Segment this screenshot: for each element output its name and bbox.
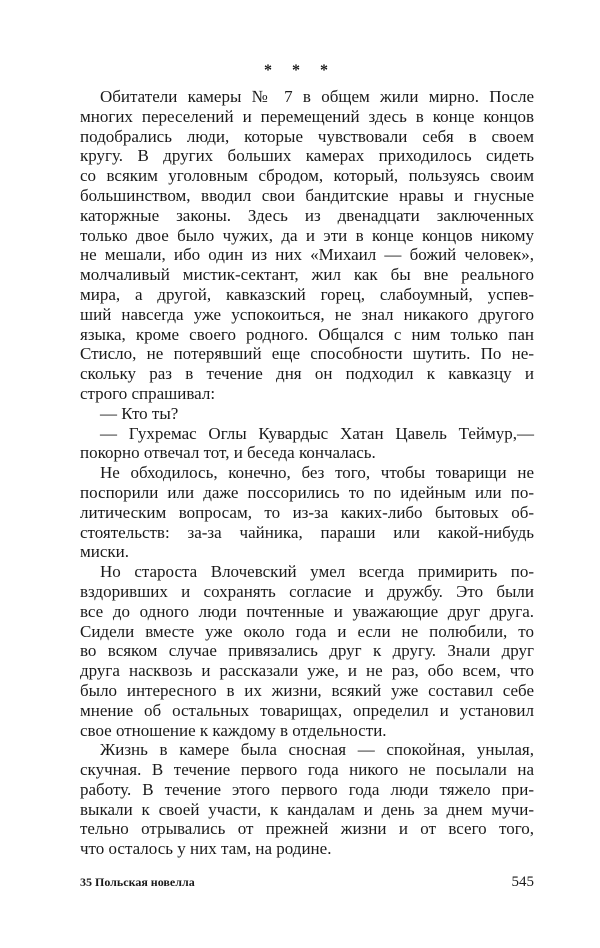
text-line: молчаливый мистик-сектант, жил как бы вне реального — [80, 265, 534, 285]
text-line: выкали к своей участи, к кандалам и день за днем мучи- — [80, 799, 534, 819]
body-text — [80, 87, 534, 859]
text-line: подобрались люди, которые чувствовали себя в своем — [80, 126, 534, 146]
text-line: скольку раз в течение дня он подходил к кавказцу и — [80, 364, 534, 384]
text-line: во всяком случае привязались друг к другу. Знали друг — [80, 641, 534, 661]
text-line: тельно отрывались от прежней жизни и от всего того, — [80, 819, 534, 839]
paragraph — [80, 562, 534, 740]
text-line: все до одного люди почтенные и уважающие друг друга. — [80, 601, 534, 621]
text-line: что осталось у них там, на родине. — [80, 839, 332, 859]
printer-signature: 35 Польская новелла — [80, 875, 195, 890]
text-line: работу. В течение этого первого года люди тяжело при- — [80, 779, 534, 799]
paragraph — [80, 463, 534, 562]
paragraph — [80, 87, 534, 404]
text-line: Но староста Влочевский умел всегда примирить по- — [100, 562, 534, 582]
text-line: стоятельств: за-за чайника, параши или какой-нибудь — [80, 522, 534, 542]
text-line: друга насквозь и рассказали уже, и не раз, обо всем, что — [80, 661, 534, 681]
text-line: языка, кроме своего родного. Общался с ним только пан — [80, 324, 534, 344]
text-line: скучная. В течение первого года никого не посылали на — [80, 760, 534, 780]
section-separator: * * * — [264, 62, 336, 79]
text-line: покорно отвечал тот, и беседа кончалась. — [80, 443, 376, 463]
page-number: 545 — [511, 874, 534, 891]
text-line: кругу. В других больших камерах приходилось сидеть — [80, 146, 534, 166]
text-line: не мешали, ибо один из них «Михаил — божий человек», — [80, 245, 534, 265]
text-line: литическим вопросам, то из-за каких-либо бытовых об- — [80, 502, 534, 522]
text-line: мнение об остальных товарищах, определил и установил — [80, 700, 534, 720]
text-line: было интересного в их жизни, всякий уже составил себе — [80, 680, 534, 700]
text-line: мира, а другой, кавказский горец, слабоумный, успев- — [80, 284, 534, 304]
text-line: большинством, вводил свои бандитские нравы и гнусные — [80, 185, 534, 205]
text-line: Сидели вместе уже около года и если не полюбили, то — [80, 621, 534, 641]
text-line: только двое было чужих, да и эти в конце концов никому — [80, 225, 534, 245]
text-line: поспорили или даже поссорились то по идейным или по- — [80, 482, 534, 502]
text-line: Не обходилось, конечно, без того, чтобы товарищи не — [100, 463, 534, 483]
text-line: многих переселений и перемещений здесь в конце концов — [80, 106, 534, 126]
text-line: свое отношение к каждому в отдельности. — [80, 720, 387, 740]
paragraph — [80, 424, 534, 464]
text-line: — Гухремас Оглы Кувардыс Хатан Цавель Теймур,— — [100, 423, 534, 443]
text-line: ший навсегда уже успокоиться, не знал никакого другого — [80, 304, 534, 324]
text-line: со всяким уголовным сбродом, который, пользуясь своим — [80, 166, 534, 186]
page-footer — [80, 871, 534, 893]
page-column — [80, 87, 534, 893]
text-line: Стисло, не потерявший еще способности шутить. По не- — [80, 344, 534, 364]
text-line: миски. — [80, 542, 130, 562]
paragraph — [80, 404, 534, 424]
text-line: вздоривших и сохранять согласие и дружбу. Это были — [80, 581, 534, 601]
text-line: Обитатели камеры № 7 в общем жили мирно. После — [100, 87, 534, 106]
text-line: строго спрашивал: — [80, 383, 216, 403]
text-line: — Кто ты? — [100, 403, 179, 423]
text-line: каторжные законы. Здесь из двенадцати заключенных — [80, 205, 534, 225]
paragraph — [80, 740, 534, 859]
text-line: Жизнь в камере была сносная — спокойная, унылая, — [100, 740, 534, 760]
